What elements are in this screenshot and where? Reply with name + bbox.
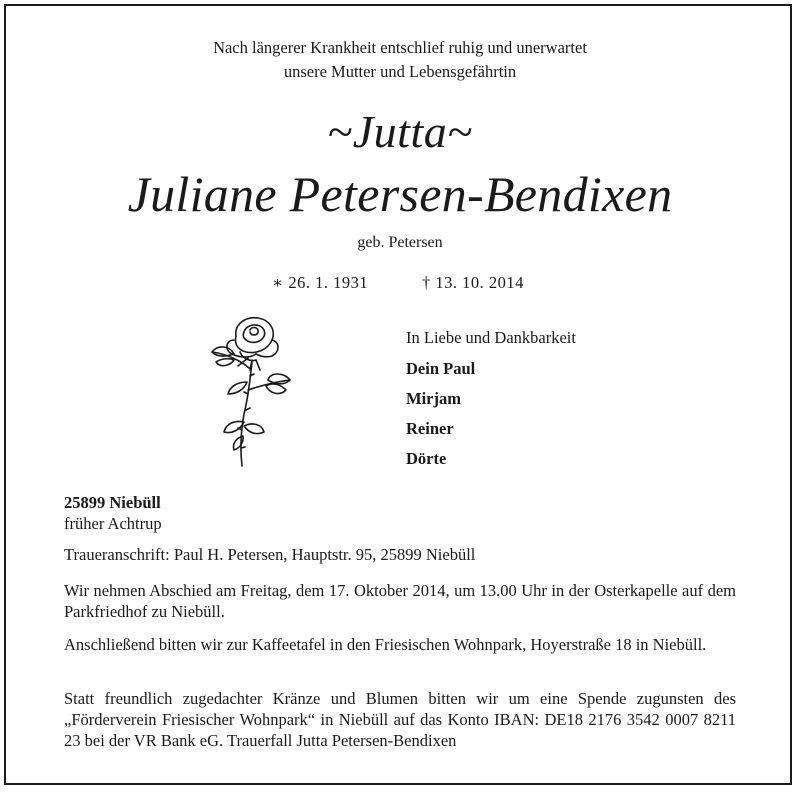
location-former: früher Achtrup — [64, 514, 162, 533]
intro-line-1: Nach längerer Krankheit entschlief ruhig und unerwartet — [213, 38, 587, 57]
maiden-name: geb. Petersen — [357, 234, 443, 251]
service-paragraph: Wir nehmen Abschied am Freitag, dem 17. Oktober 2014, um 13.00 Uhr in der Osterkapelle auf dem Parkfriedhof zu Niebüll. — [64, 581, 736, 621]
mourner-name: Mirjam — [406, 389, 461, 408]
location-block — [64, 492, 162, 534]
intro-text — [0, 36, 800, 84]
full-name-heading: Juliane Petersen-Bendixen — [127, 166, 673, 222]
birth-date: ∗ 26. 1. 1931 — [272, 273, 369, 292]
mourner-name: Dein Paul — [406, 359, 476, 378]
mourner-name: Dörte — [406, 449, 447, 468]
mourners-greeting: In Liebe und Dankbarkeit — [406, 328, 576, 347]
coffee-paragraph: Anschließend bitten wir zur Kaffeetafel in den Friesischen Wohnpark, Hoyerstraße 18 in Niebüll. — [64, 635, 707, 654]
mourner-name: Reiner — [406, 419, 454, 438]
death-date: † 13. 10. 2014 — [422, 273, 524, 292]
donation-paragraph: Statt freundlich zugedachter Kränze und Blumen bitten wir um eine Spende zugunsten des „Förderverein Friesischer Wohnpark“ in Niebüll auf das Konto IBAN: DE18 2176 3542 0007 8211 23 bei der VR Bank eG. Trauerfall Jutta Petersen-Bendixen — [64, 689, 736, 750]
rose-icon — [204, 310, 304, 472]
nickname-heading: ~Jutta~ — [327, 106, 473, 157]
intro-line-2: unsere Mutter und Lebensgefährtin — [283, 62, 517, 81]
mourning-address: Traueranschrift: Paul H. Petersen, Hauptstr. 95, 25899 Niebüll — [64, 545, 476, 564]
location-city: 25899 Niebüll — [64, 493, 161, 512]
mourners-block — [406, 326, 576, 474]
